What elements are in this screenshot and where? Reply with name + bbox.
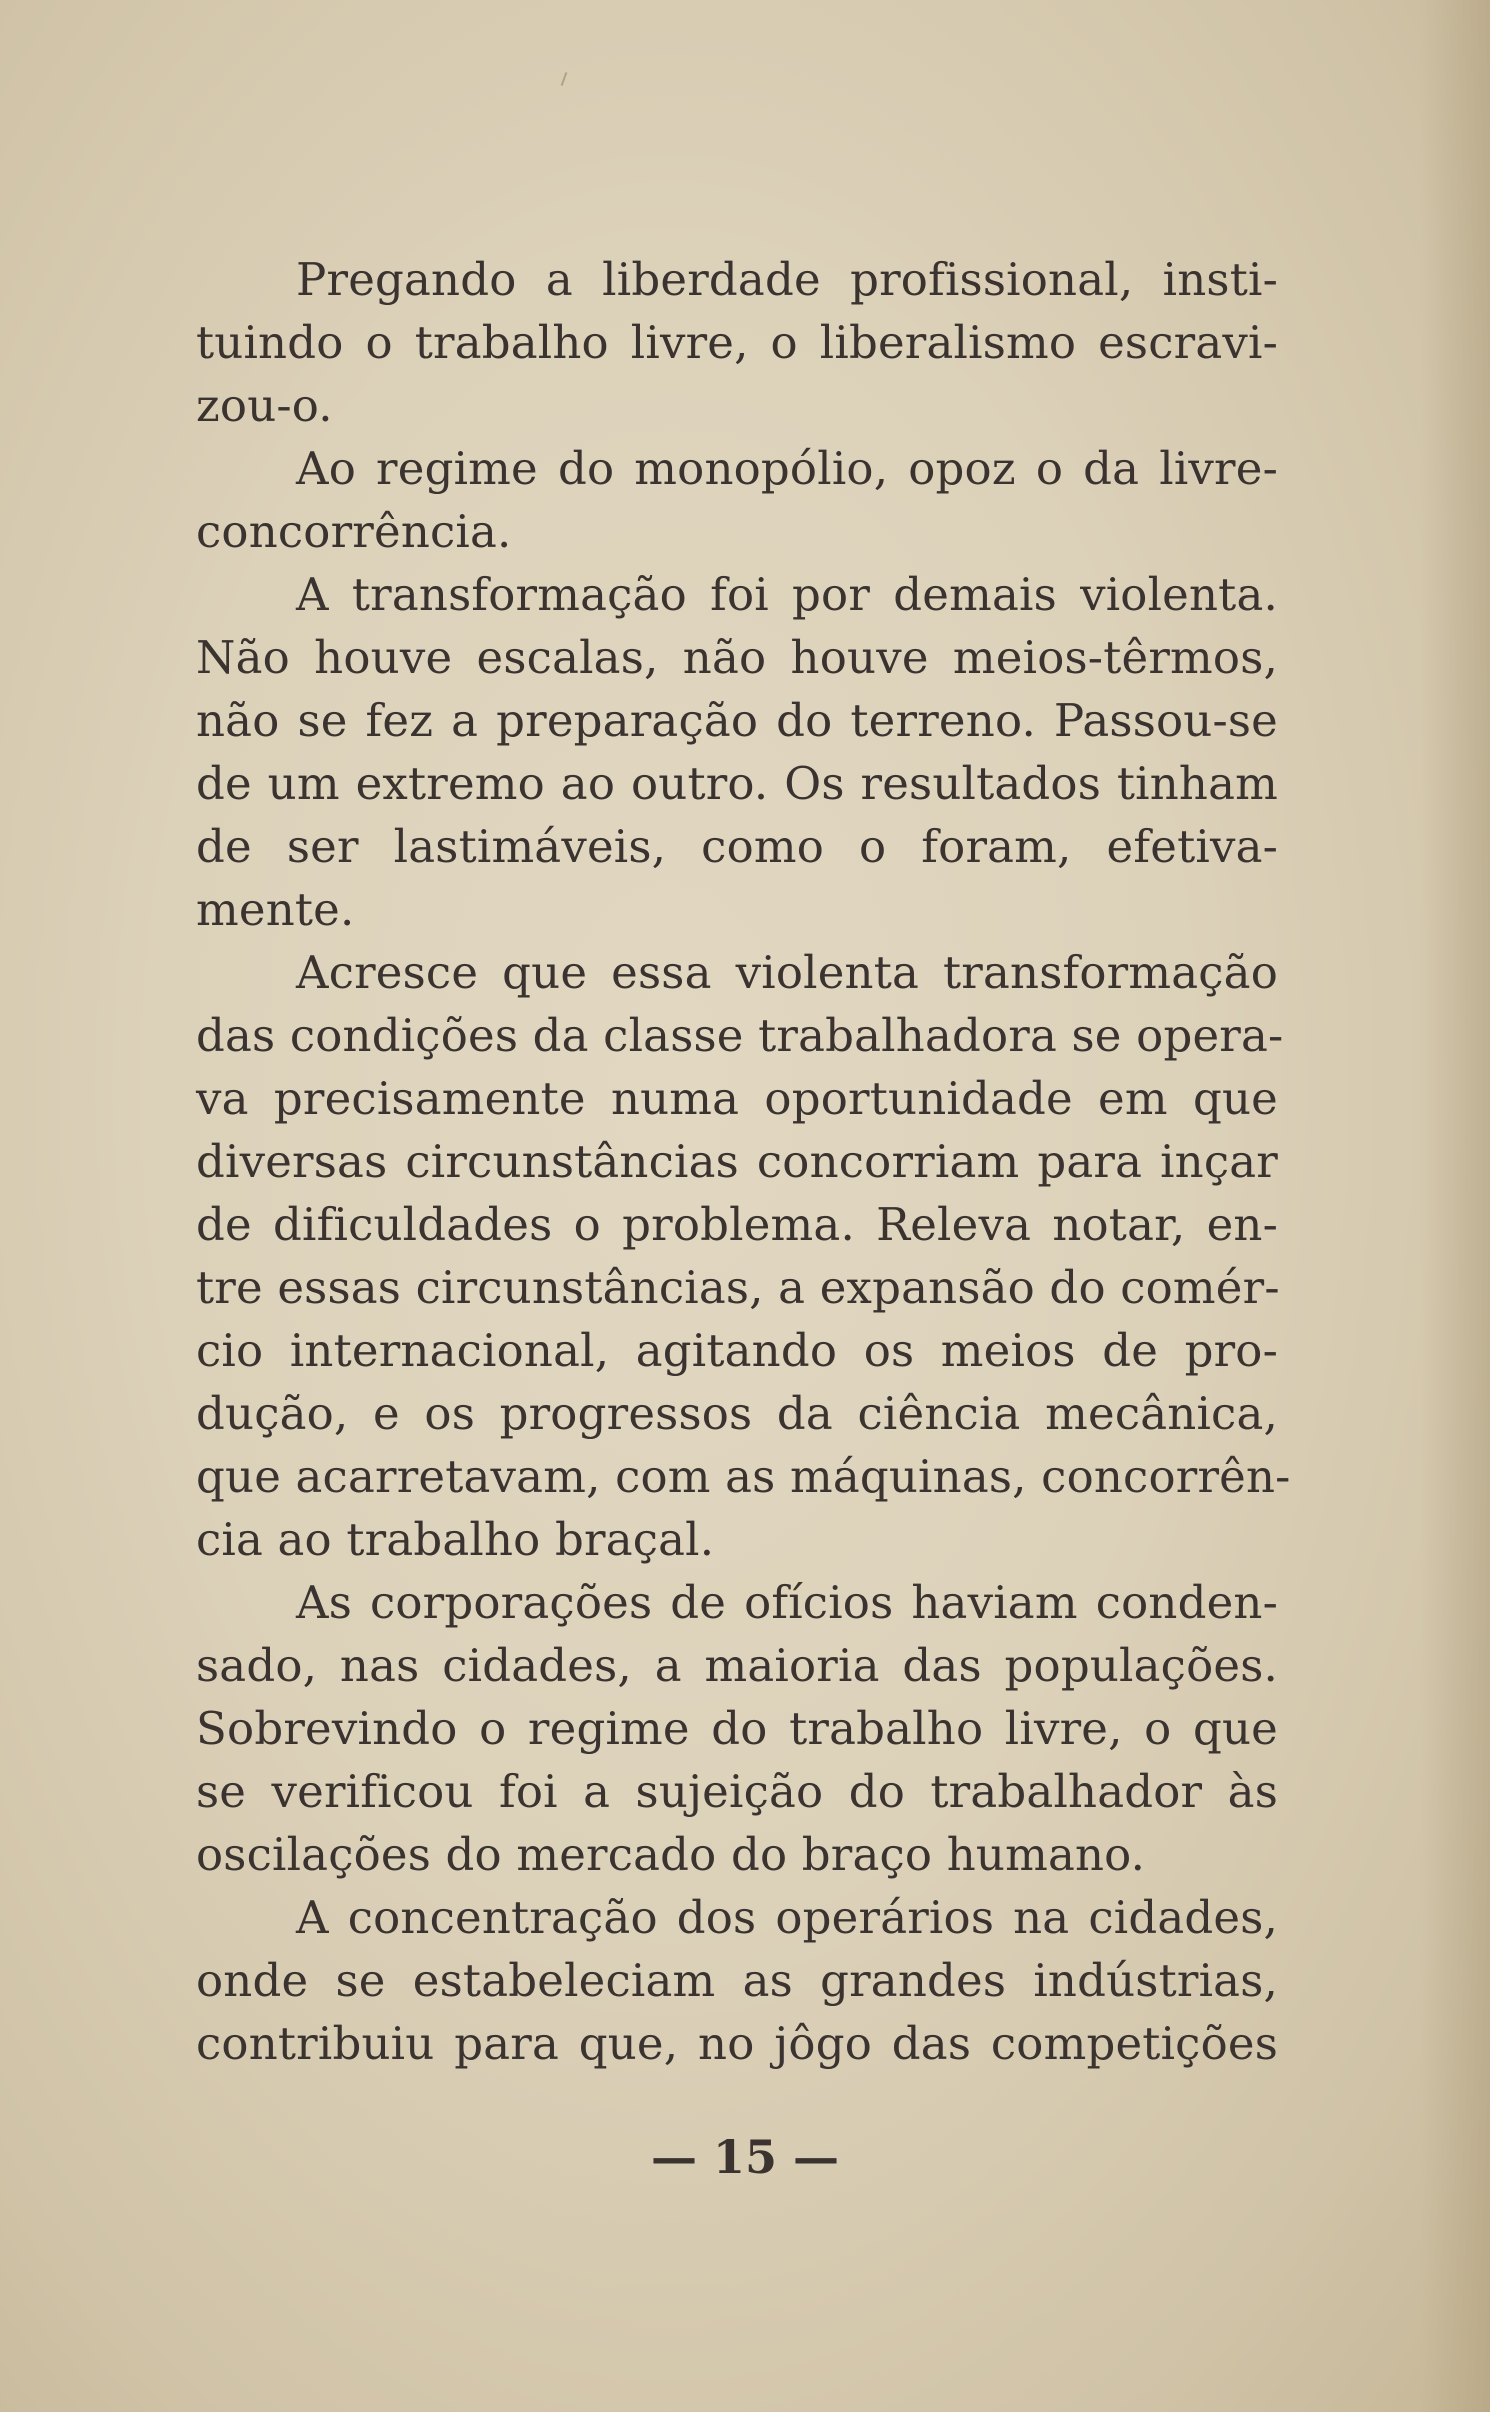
text-line: tre essas circunstâncias, a expansão do comér- — [196, 1261, 1280, 1314]
text-line: zou-o. — [196, 379, 333, 432]
text-line: dução, e os progressos da ciência mecânica, — [196, 1387, 1278, 1440]
text-line: As corporações de ofícios haviam conden- — [296, 1576, 1278, 1629]
text-line: Não houve escalas, não houve meios-têrmos, — [196, 631, 1278, 684]
text-line: mente. — [196, 883, 355, 936]
text-line: Pregando a liberdade profissional, insti- — [296, 253, 1278, 306]
pencil-mark — [561, 72, 568, 86]
text-line: Ao regime do monopólio, opoz o da livre- — [296, 442, 1278, 495]
text-line: sado, nas cidades, a maioria das populações. — [196, 1639, 1278, 1692]
page-edge-shadow — [1420, 0, 1490, 2412]
text-line: A transformação foi por demais violenta. — [296, 568, 1278, 621]
text-line: de dificuldades o problema. Releva notar, en- — [196, 1198, 1278, 1251]
body-text — [196, 248, 1291, 2075]
text-line: das condições da classe trabalhadora se opera- — [196, 1009, 1284, 1062]
page-number: — 15 — — [650, 2130, 840, 2184]
text-line: va precisamente numa oportunidade em que — [196, 1072, 1278, 1125]
text-line: de um extremo ao outro. Os resultados tinham — [196, 757, 1278, 810]
text-line: onde se estabeleciam as grandes indústrias, — [196, 1954, 1278, 2007]
text-line: concorrência. — [196, 505, 512, 558]
text-line: se verificou foi a sujeição do trabalhador às — [196, 1765, 1278, 1818]
text-line: que acarretavam, com as máquinas, concorrên- — [196, 1450, 1291, 1503]
text-line: não se fez a preparação do terreno. Passou-se — [196, 694, 1278, 747]
text-line: Acresce que essa violenta transformação — [296, 946, 1278, 999]
text-line: tuindo o trabalho livre, o liberalismo escravi- — [196, 316, 1278, 369]
text-line: cio internacional, agitando os meios de pro- — [196, 1324, 1278, 1377]
text-line: Sobrevindo o regime do trabalho livre, o que — [196, 1702, 1278, 1755]
text-line: A concentração dos operários na cidades, — [296, 1891, 1278, 1944]
text-line: de ser lastimáveis, como o foram, efetiva- — [196, 820, 1278, 873]
text-line: cia ao trabalho braçal. — [196, 1513, 715, 1566]
text-line: diversas circunstâncias concorriam para inçar — [196, 1135, 1278, 1188]
text-line: oscilações do mercado do braço humano. — [196, 1828, 1146, 1881]
text-line: contribuiu para que, no jôgo das competições — [196, 2017, 1278, 2070]
